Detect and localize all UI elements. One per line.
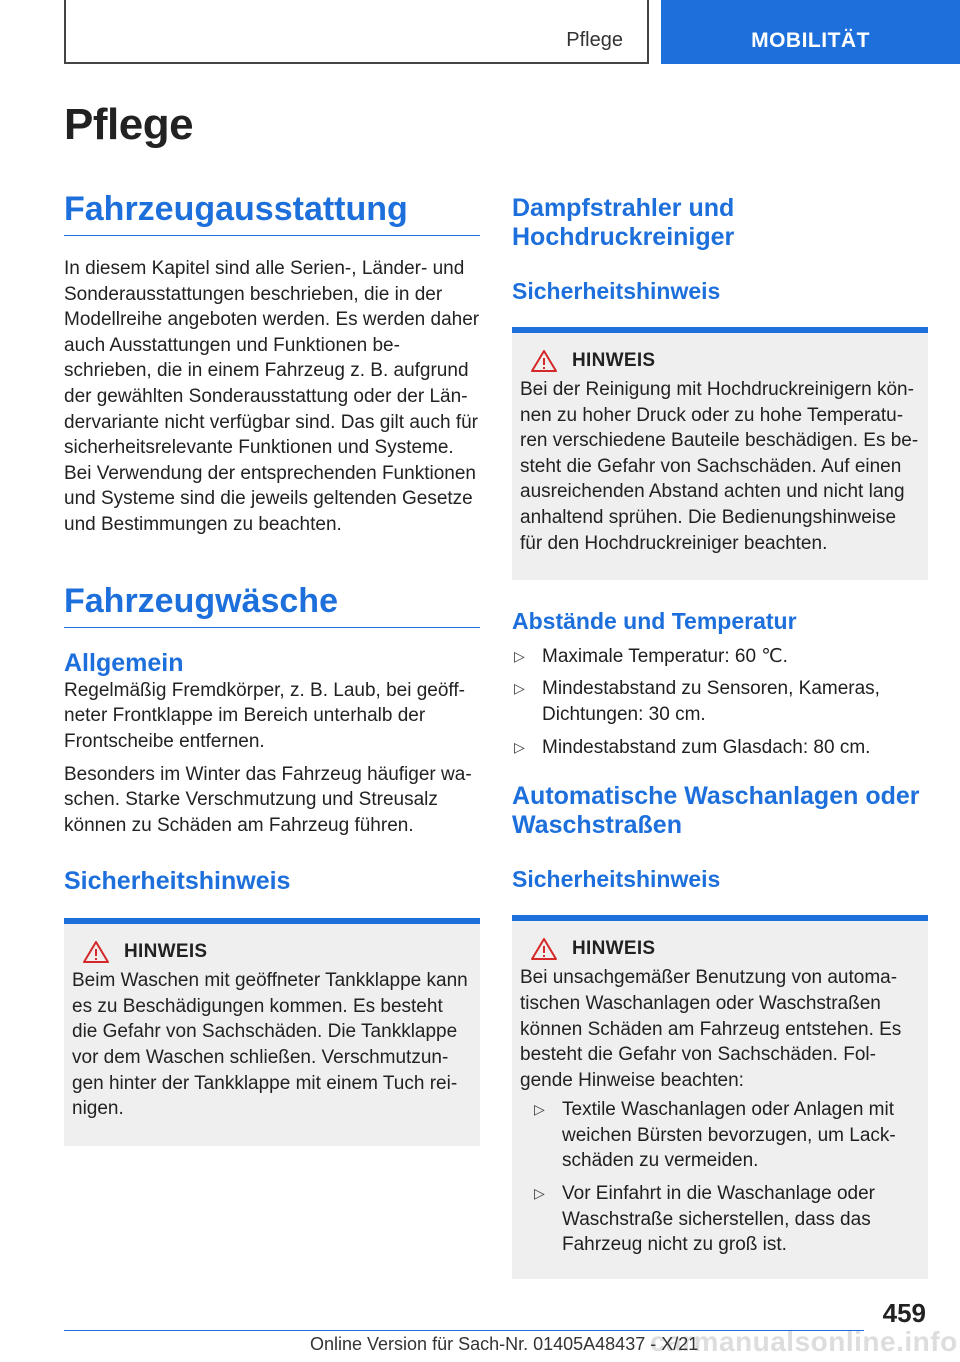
paragraph-allgemein-2: Besonders im Winter das Fahrzeug häufiger waschen. Starke Verschmutzung und Streusalz können zu Schäden am Fahrzeug führen. [64,763,472,836]
list-abstaende [512,644,928,760]
bullet-icon: ▷ [514,647,525,664]
page-title: Pflege [64,100,194,149]
heading-dampfstrahler: Dampfstrahler und Hochdruckreiniger [512,194,735,251]
notice-header [520,349,920,373]
list-item: ▷ Textile Waschanlagen oder Anlagen mit weichen Bürsten bevorzugen, um Lackschäden zu vermeiden. [534,1099,896,1172]
notice-box-waschanlage [512,915,928,1279]
list-item: ▷ Mindestabstand zu Sensoren, Kameras, Dichtungen: 30 cm. [514,678,880,726]
page-number: 459 [882,1298,926,1328]
notice-title: HINWEIS [124,941,208,963]
bullet-icon: ▷ [514,680,525,697]
bullet-icon: ▷ [514,738,525,755]
header-section-label: Pflege [566,29,623,51]
notice-text: Bei der Reinigung mit Hochdruckreinigern können zu hoher Druck oder zu hohe Temperaturen verschiedene Bauteile beschädigen. Es besteht die Gefahr von Sachschäden. Auf einen ausreichenden Abstand achten und nicht lang anhaltend sprühen. Die Bedienungshinweise für den Hochdruckreiniger beachten. [520,379,919,554]
header-section-box [64,0,649,64]
heading-abstaende: Abstände und Temperatur [512,608,797,635]
notice-title: HINWEIS [572,938,656,960]
notice-header [520,937,920,961]
heading-fahrzeugausstattung: Fahrzeugausstattung [64,190,480,236]
notice-text: Bei unsachgemäßer Benutzung von automatischen Waschanlagen oder Waschstraßen können Schäden am Fahrzeug entstehen. Es besteht die Gefahr von Sachschäden. Folgende Hinweise beachten: [520,967,902,1091]
heading-allgemein: Allgemein [64,648,184,677]
footer-online-version: Online Version für Sach-Nr. 01405A48437 - X/21 [310,1334,699,1354]
warning-triangle-icon [82,940,110,964]
notice-list [520,1097,920,1258]
watermark: carmanualsonline.info [650,1326,958,1357]
right-column [512,190,928,1279]
notice-header [72,940,472,964]
paragraph-ausstattung: In diesem Kapitel sind alle Serien-, Länder- und Sonderausstattungen beschrieben, die in der Modellreihe angeboten werden. Es werden daher auch Ausstattungen und Funktionen beschrieben, die in einem Fahrzeug z. B. aufgrund der gewählten Sonderausstattung oder der Ländervariante nicht verfügbar sind. Das gilt auch für sicherheitsrelevante Funktionen und Systeme. Bei Verwendung der entsprechenden Funktionen und Systeme sind die jeweils geltenden Gesetze und Bestimmungen zu beachten. [64,258,480,536]
header-chapter-tab [661,0,960,64]
warning-triangle-icon [530,937,558,961]
heading-fahrzeugwaesche: Fahrzeugwäsche [64,582,480,628]
heading-sicherheitshinweis-2: Sicherheitshinweis [512,865,721,892]
paragraph-allgemein-1: Regelmäßig Fremdkörper, z. B. Laub, bei geöffneter Frontklappe im Bereich unterhalb der Frontscheibe entfernen. [64,679,465,752]
bullet-icon: ▷ [534,1101,545,1118]
notice-text: Beim Waschen mit geöffneter Tankklappe kann es zu Beschädigungen kommen. Es besteht die Gefahr von Sachschäden. Die Tankklappe vor dem Waschen schließen. Verschmutzungen hinter der Tankklappe mit einem Tuch reinigen. [72,970,468,1120]
bullet-icon: ▷ [534,1185,545,1202]
left-column [64,190,480,1146]
heading-automatische-waschanlagen: Automatische Waschanlagen oder Waschstraßen [512,782,920,839]
notice-box [64,918,480,1146]
header-chapter-label: MOBILITÄT [751,29,870,52]
warning-triangle-icon [530,349,558,373]
notice-title: HINWEIS [572,350,656,372]
heading-sicherheitshinweis-1: Sicherheitshinweis [512,277,721,304]
notice-box-hochdruck [512,327,928,580]
list-item: ▷ Maximale Temperatur: 60 ℃. [512,644,928,670]
list-item: ▷ Vor Einfahrt in die Waschanlage oder Waschstraße sicherstellen, dass das Fahrzeug nicht zu groß ist. [534,1183,875,1256]
heading-sicherheitshinweis: Sicherheitshinweis [64,867,291,896]
list-item: ▷ Mindestabstand zum Glasdach: 80 cm. [512,735,928,761]
